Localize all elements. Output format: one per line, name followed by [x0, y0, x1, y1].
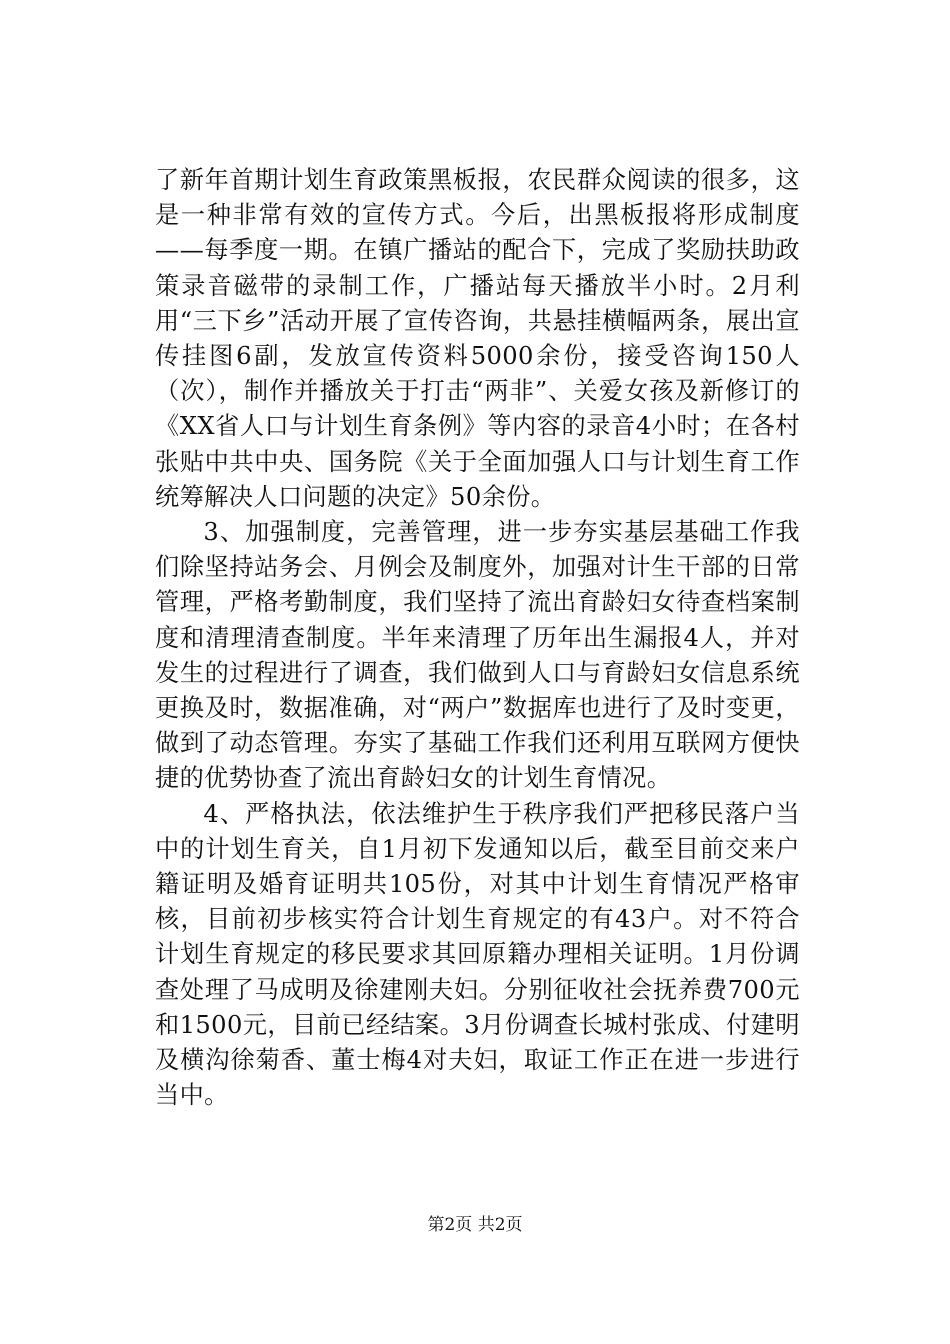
paragraph-1: 了新年首期计划生育政策黑板报，农民群众阅读的很多，这是一种非常有效的宣传方式。今后，出黑板报将形成制度——每季度一期。在镇广播站的配合下，完成了奖励扶助政策录音磁带的录制工作，广播站每天播放半小时。2月利用“三下乡”活动开展了宣传咨询，共悬挂横幅两条，展出宣传挂图6副，发放宣传资料5000余份，接受咨询150人（次），制作并播放关于打击“两非”、关爱女孩及新修订的《XX省人口与计划生育条例》等内容的录音4小时；在各村张贴中共中央、国务院《关于全面加强人口与计划生育工作统筹解决人口问题的决定》50余份。 — [155, 166, 800, 511]
page-footer — [0, 1214, 950, 1236]
paragraph-2: 3、加强制度，完善管理，进一步夯实基层基础工作我们除坚持站务会、月例会及制度外，加强对计生干部的日常管理，严格考勤制度，我们坚持了流出育龄妇女待查档案制度和清理清查制度。半年来清理了历年出生漏报4人，并对发生的过程进行了调查，我们做到人口与育龄妇女信息系统更换及时，数据准确，对“两户”数据库也进行了及时变更，做到了动态管理。夯实了基础工作我们还利用互联网方便快捷的优势协查了流出育龄妇女的计划生育情况。 — [155, 518, 800, 793]
paragraph-3: 4、严格执法，依法维护生于秩序我们严把移民落户当中的计划生育关，自1月初下发通知以后，截至目前交来户籍证明及婚育证明共105份，对其中计划生育情况严格审核，目前初步核实符合计划生育规定的有43户。对不符合计划生育规定的移民要求其回原籍办理相关证明。1月份调查处理了马成明及徐建刚夫妇。分别征收社会抚养费700元和1500元，目前已经结案。3月份调查长城村张成、付建明及横沟徐菊香、董士梅4对夫妇，取证工作正在进一步进行当中。 — [155, 799, 800, 1110]
document-body — [155, 163, 800, 1113]
page-number-label: 第2页 共2页 — [427, 1215, 523, 1235]
